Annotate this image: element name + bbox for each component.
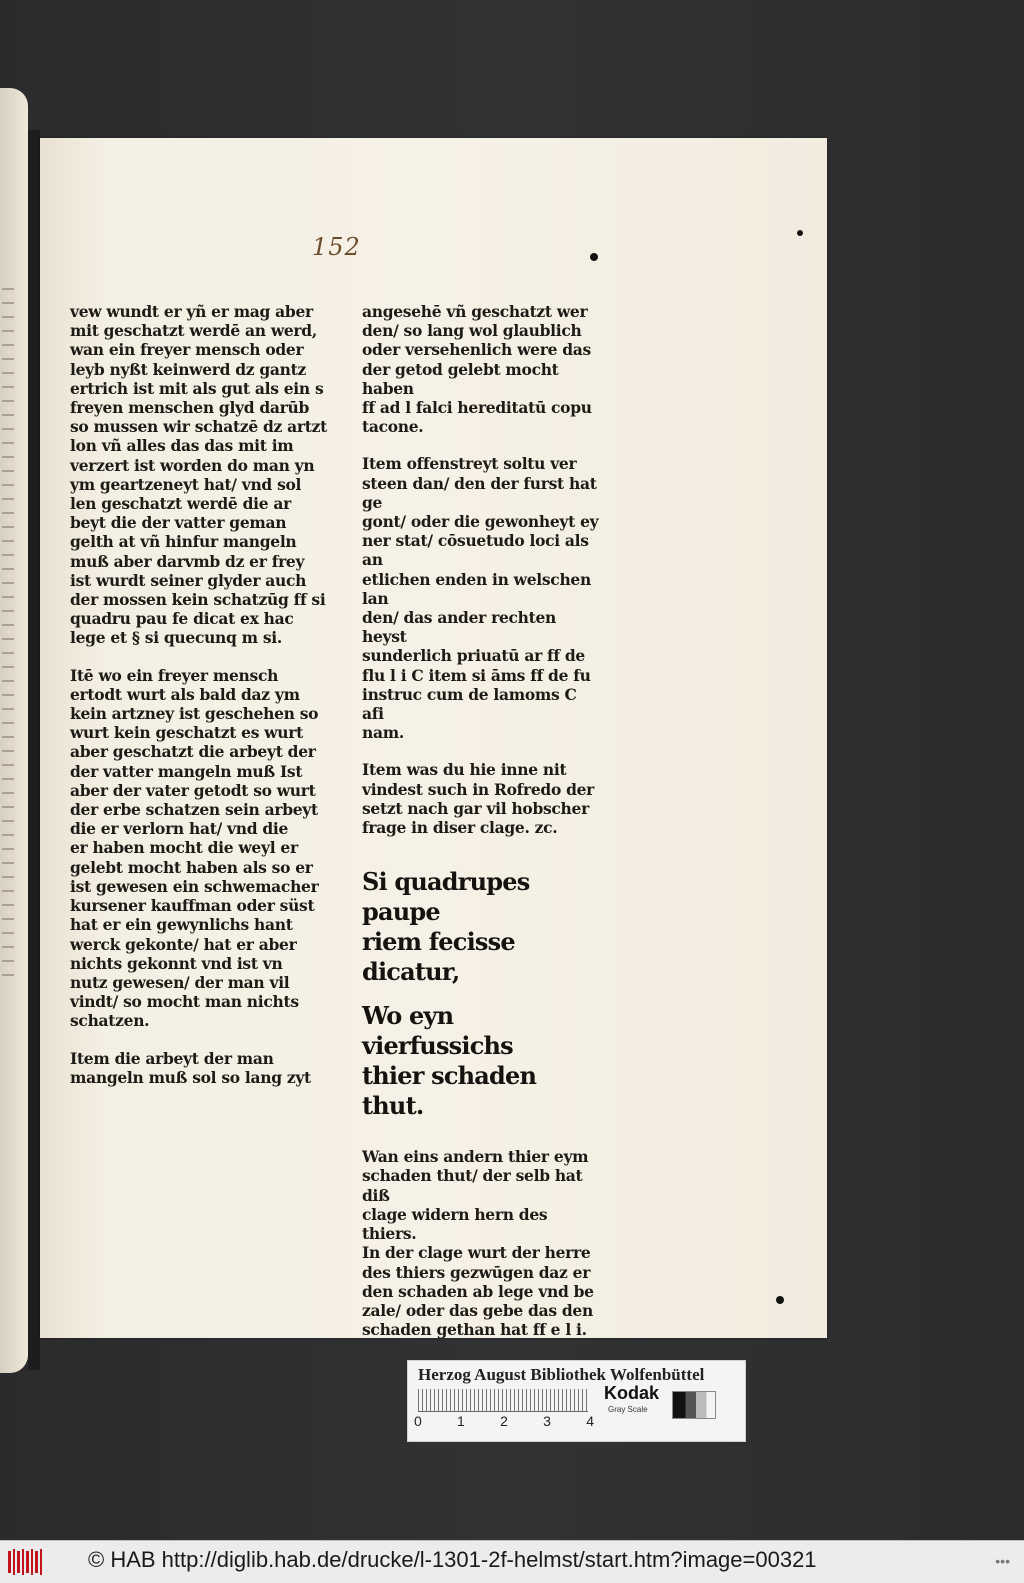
- library-name: Herzog August Bibliothek Wolfenbüttel: [418, 1365, 705, 1384]
- ink-dot: [776, 1296, 784, 1304]
- ink-dot: [797, 230, 803, 236]
- paragraph: Item was du hie inne nit vindest such in Rofredo der setzt nach gar vil hobscher frage in diser clage. zc.: [362, 760, 595, 838]
- ruler-number: 2: [500, 1413, 508, 1429]
- ruler-number: 4: [586, 1413, 594, 1429]
- ink-dot: [590, 253, 598, 261]
- book-spine: [28, 130, 40, 1370]
- hab-logo-icon[interactable]: [6, 1547, 46, 1577]
- paragraph: vew wundt er yñ er mag aber mit geschatzt werdē an werd, wan ein freyer mensch oder leyb nyßt keinwerd dz gantz ertrich ist mit als gut als ein s freyen menschen glyd darūb so mussen wir schatzē dz artzt lon vñ alles das das mit im verzert ist worden do man yn ym geartzenеyt hat/ vnd sol len geschatzt werdē die ar beyt die der vatter geman gelth at vñ hinfur mangeln muß aber darvmb dz er frey ist wurdt seiner glyder auch der mossen kein schatzūg ff si quadru pau fe dicat ex hac lege et § si quecunq m si.: [70, 302, 327, 648]
- section-heading-german: Wo eyn vierfussichs thier schaden thut.: [362, 1001, 537, 1121]
- folio-number: 152: [312, 233, 361, 261]
- paragraph: Itē wo ein freyer mensch ertodt wurt als bald daz ym kein artzney ist geschehen so wurt kein geschatzt es wurt aber geschatzt die arbeyt der der vatter mangeln muß Ist aber der vater getodt so wurt der erbe schatzen sein arbeyt die er verlorn hat/ vnd die er haben mocht die weyl er gelebt mocht haben als so er ist gewesen ein schwemacher kursener kauffman oder süst hat er ein gewynlichs hant werck gekonte/ hat er aber nichts gekonnt vnd ist vn nutz gewesen/ der man vil vindt/ so mocht man nichts schatzen.: [70, 665, 319, 1031]
- kodak-logo: Kodak: [604, 1383, 660, 1403]
- book-page: [40, 138, 827, 1338]
- ruler-numbers: [414, 1413, 594, 1429]
- section-heading-latin: Si quadrupes paupe riem fecisse dicatur,: [362, 867, 530, 987]
- facing-page-edge: [0, 88, 28, 1373]
- facing-page-text-marks: [2, 288, 14, 988]
- gray-scale-patch: [672, 1391, 716, 1419]
- gray-scale-label: Gray Scale: [608, 1405, 648, 1414]
- more-menu-icon[interactable]: •••: [995, 1553, 1010, 1569]
- color-calibration-card: [407, 1360, 746, 1442]
- text-column-left: [70, 302, 330, 1105]
- ruler-number: 3: [543, 1413, 551, 1429]
- text-column-right: [362, 302, 602, 1357]
- footer-bar: [0, 1540, 1024, 1583]
- ruler-number: 0: [414, 1413, 422, 1429]
- source-link[interactable]: © HAB http://diglib.hab.de/drucke/l-1301-2f-helmst/start.htm?image=00321: [88, 1547, 817, 1572]
- paragraph: Wan eins andern thier eym schaden thut/ der selb hat diß clage widern hern des thiers. In der clage wurt der herre des thiers gezwūgen daz er den schaden ab lege vnd be zale/ oder das gebe das den schaden gethan hat ff e l i.: [362, 1147, 594, 1340]
- scale-ruler: [418, 1389, 588, 1412]
- paragraph: Item die arbeyt der man mangeln muß sol so lang zyt: [70, 1048, 311, 1087]
- ruler-number: 1: [457, 1413, 465, 1429]
- paragraph: Item offenstreyt soltu ver steen dan/ den der furst hat ge gont/ oder die gewonheyt ey ner stat/ cōsuetudo loci als an etlichen enden in welschen lan den/ das ander rechten heyst sunderlich priuatū ar ff de flu l i C item si āms ff de fu instruc cum de lamoms C afi nam.: [362, 454, 599, 743]
- paragraph: angesehē vñ geschatzt wer den/ so lang wol glaublich oder versehenlich were das der getod gelebt mocht haben ff ad l falci hereditatū copu tacone.: [362, 302, 592, 437]
